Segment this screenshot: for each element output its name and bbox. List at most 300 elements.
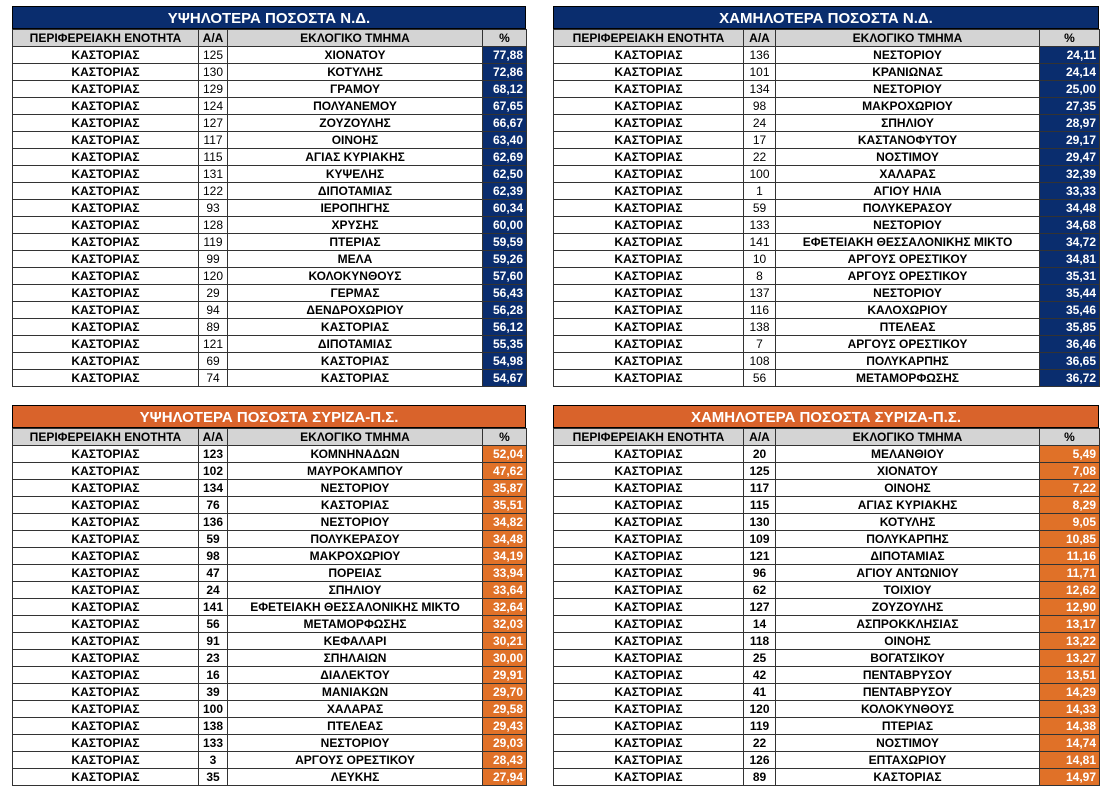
- cell-region: ΚΑΣΤΟΡΙΑΣ: [554, 370, 744, 387]
- cell-aa: 136: [199, 514, 228, 531]
- cell-dept: ΚΟΤΥΛΗΣ: [228, 64, 483, 81]
- table-row: [554, 200, 1100, 217]
- cell-dept: ΑΓΙΟΥ ΗΛΙΑ: [776, 183, 1040, 200]
- cell-pct: 72,86: [483, 64, 527, 81]
- cell-pct: 36,72: [1040, 370, 1100, 387]
- cell-dept: ΑΓΙΑΣ ΚΥΡΙΑΚΗΣ: [776, 497, 1040, 514]
- cell-region: ΚΑΣΤΟΡΙΑΣ: [554, 514, 744, 531]
- cell-region: ΚΑΣΤΟΡΙΑΣ: [554, 115, 744, 132]
- cell-pct: 35,46: [1040, 302, 1100, 319]
- table-row: [13, 718, 527, 735]
- cell-dept: ΖΟΥΖΟΥΛΗΣ: [228, 115, 483, 132]
- table-row: [554, 98, 1100, 115]
- cell-dept: ΧΑΛΑΡΑΣ: [228, 701, 483, 718]
- cell-pct: 55,35: [483, 336, 527, 353]
- cell-aa: 122: [199, 183, 228, 200]
- table-row: [13, 285, 527, 302]
- cell-region: ΚΑΣΤΟΡΙΑΣ: [13, 752, 199, 769]
- cell-dept: ΝΕΣΤΟΡΙΟΥ: [776, 217, 1040, 234]
- table-row: [554, 667, 1100, 684]
- header-dept: ΕΚΛΟΓΙΚΟ ΤΜΗΜΑ: [776, 429, 1040, 446]
- cell-dept: ΕΦΕΤΕΙΑΚΗ ΘΕΣΣΑΛΟΝΙΚΗΣ ΜΙΚΤΟ: [776, 234, 1040, 251]
- table-row: [13, 752, 527, 769]
- header-row: [554, 429, 1100, 446]
- cell-region: ΚΑΣΤΟΡΙΑΣ: [554, 446, 744, 463]
- cell-region: ΚΑΣΤΟΡΙΑΣ: [554, 582, 744, 599]
- cell-dept: ΜΑΚΡΟΧΩΡΙΟΥ: [228, 548, 483, 565]
- cell-pct: 13,51: [1040, 667, 1100, 684]
- cell-dept: ΠΤΕΡΙΑΣ: [228, 234, 483, 251]
- cell-aa: 118: [744, 633, 776, 650]
- table-row: [13, 353, 527, 370]
- table-row: [554, 302, 1100, 319]
- cell-dept: ΝΕΣΤΟΡΙΟΥ: [228, 514, 483, 531]
- cell-aa: 124: [199, 98, 228, 115]
- cell-region: ΚΑΣΤΟΡΙΑΣ: [554, 149, 744, 166]
- table-row: [13, 234, 527, 251]
- table-row: [554, 132, 1100, 149]
- cell-dept: ΙΕΡΟΠΗΓΗΣ: [228, 200, 483, 217]
- table-row: [13, 268, 527, 285]
- cell-region: ΚΑΣΤΟΡΙΑΣ: [554, 463, 744, 480]
- cell-aa: 125: [199, 47, 228, 64]
- cell-aa: 24: [744, 115, 776, 132]
- cell-aa: 138: [199, 718, 228, 735]
- cell-pct: 30,21: [483, 633, 527, 650]
- cell-aa: 16: [199, 667, 228, 684]
- table-row: [554, 633, 1100, 650]
- cell-pct: 54,67: [483, 370, 527, 387]
- cell-aa: 41: [744, 684, 776, 701]
- cell-pct: 34,48: [1040, 200, 1100, 217]
- cell-aa: 56: [744, 370, 776, 387]
- cell-region: ΚΑΣΤΟΡΙΑΣ: [554, 132, 744, 149]
- cell-region: ΚΑΣΤΟΡΙΑΣ: [13, 268, 199, 285]
- table-row: [13, 132, 527, 149]
- cell-pct: 10,85: [1040, 531, 1100, 548]
- header-region: ΠΕΡΙΦΕΡΕΙΑΚΗ ΕΝΟΤΗΤΑ: [13, 429, 199, 446]
- cell-pct: 34,72: [1040, 234, 1100, 251]
- cell-pct: 29,47: [1040, 149, 1100, 166]
- cell-region: ΚΑΣΤΟΡΙΑΣ: [554, 319, 744, 336]
- header-dept: ΕΚΛΟΓΙΚΟ ΤΜΗΜΑ: [228, 30, 483, 47]
- header-aa: Α/Α: [199, 30, 228, 47]
- cell-pct: 57,60: [483, 268, 527, 285]
- cell-pct: 25,00: [1040, 81, 1100, 98]
- table-row: [554, 548, 1100, 565]
- cell-aa: 56: [199, 616, 228, 633]
- cell-region: ΚΑΣΤΟΡΙΑΣ: [554, 268, 744, 285]
- cell-aa: 129: [199, 81, 228, 98]
- cell-pct: 13,27: [1040, 650, 1100, 667]
- cell-dept: ΠΟΛΥΚΑΡΠΗΣ: [776, 353, 1040, 370]
- cell-dept: ΚΡΑΝΙΩΝΑΣ: [776, 64, 1040, 81]
- cell-aa: 22: [744, 149, 776, 166]
- cell-region: ΚΑΣΤΟΡΙΑΣ: [13, 531, 199, 548]
- cell-aa: 39: [199, 684, 228, 701]
- cell-region: ΚΑΣΤΟΡΙΑΣ: [13, 514, 199, 531]
- cell-aa: 117: [199, 132, 228, 149]
- header-pct: %: [483, 30, 527, 47]
- cell-pct: 34,19: [483, 548, 527, 565]
- table-row: [13, 98, 527, 115]
- cell-region: ΚΑΣΤΟΡΙΑΣ: [554, 200, 744, 217]
- table-row: [554, 319, 1100, 336]
- cell-pct: 63,40: [483, 132, 527, 149]
- cell-region: ΚΑΣΤΟΡΙΑΣ: [554, 217, 744, 234]
- cell-region: ΚΑΣΤΟΡΙΑΣ: [13, 633, 199, 650]
- cell-aa: 1: [744, 183, 776, 200]
- header-pct: %: [1040, 30, 1100, 47]
- cell-region: ΚΑΣΤΟΡΙΑΣ: [554, 81, 744, 98]
- cell-aa: 62: [744, 582, 776, 599]
- header-row: [13, 429, 527, 446]
- cell-dept: ΜΕΤΑΜΟΡΦΩΣΗΣ: [228, 616, 483, 633]
- cell-dept: ΜΕΛΑΝΘΙΟΥ: [776, 446, 1040, 463]
- cell-pct: 66,67: [483, 115, 527, 132]
- cell-aa: 22: [744, 735, 776, 752]
- table-row: [13, 81, 527, 98]
- cell-region: ΚΑΣΤΟΡΙΑΣ: [554, 565, 744, 582]
- header-region: ΠΕΡΙΦΕΡΕΙΑΚΗ ΕΝΟΤΗΤΑ: [554, 30, 744, 47]
- cell-region: ΚΑΣΤΟΡΙΑΣ: [13, 463, 199, 480]
- cell-dept: ΠΟΛΥΚΕΡΑΣΟΥ: [228, 531, 483, 548]
- cell-region: ΚΑΣΤΟΡΙΑΣ: [13, 285, 199, 302]
- cell-region: ΚΑΣΤΟΡΙΑΣ: [554, 735, 744, 752]
- cell-region: ΚΑΣΤΟΡΙΑΣ: [13, 565, 199, 582]
- results-table: [553, 428, 1100, 786]
- cell-region: ΚΑΣΤΟΡΙΑΣ: [13, 667, 199, 684]
- cell-region: ΚΑΣΤΟΡΙΑΣ: [554, 599, 744, 616]
- cell-pct: 54,98: [483, 353, 527, 370]
- cell-region: ΚΑΣΤΟΡΙΑΣ: [554, 769, 744, 786]
- cell-aa: 130: [744, 514, 776, 531]
- cell-pct: 34,48: [483, 531, 527, 548]
- cell-dept: ΚΑΣΤΟΡΙΑΣ: [776, 769, 1040, 786]
- cell-region: ΚΑΣΤΟΡΙΑΣ: [13, 336, 199, 353]
- cell-pct: 36,65: [1040, 353, 1100, 370]
- cell-dept: ΠΤΕΡΙΑΣ: [776, 718, 1040, 735]
- table-row: [554, 735, 1100, 752]
- results-table: [12, 428, 527, 786]
- cell-aa: 121: [199, 336, 228, 353]
- cell-aa: 23: [199, 650, 228, 667]
- cell-region: ΚΑΣΤΟΡΙΑΣ: [13, 701, 199, 718]
- cell-pct: 29,03: [483, 735, 527, 752]
- cell-region: ΚΑΣΤΟΡΙΑΣ: [554, 497, 744, 514]
- cell-region: ΚΑΣΤΟΡΙΑΣ: [554, 684, 744, 701]
- table-row: [13, 735, 527, 752]
- cell-aa: 127: [199, 115, 228, 132]
- cell-dept: ΚΑΣΤΟΡΙΑΣ: [228, 319, 483, 336]
- cell-pct: 24,11: [1040, 47, 1100, 64]
- cell-region: ΚΑΣΤΟΡΙΑΣ: [13, 480, 199, 497]
- cell-dept: ΚΟΤΥΛΗΣ: [776, 514, 1040, 531]
- cell-dept: ΝΕΣΤΟΡΙΟΥ: [228, 735, 483, 752]
- cell-dept: ΜΕΤΑΜΟΡΦΩΣΗΣ: [776, 370, 1040, 387]
- cell-pct: 35,44: [1040, 285, 1100, 302]
- table-row: [13, 497, 527, 514]
- cell-region: ΚΑΣΤΟΡΙΑΣ: [554, 183, 744, 200]
- table-row: [554, 650, 1100, 667]
- table-row: [554, 217, 1100, 234]
- table-row: [13, 370, 527, 387]
- cell-dept: ΖΟΥΖΟΥΛΗΣ: [776, 599, 1040, 616]
- table-row: [554, 47, 1100, 64]
- table-title: ΥΨΗΛΟΤΕΡΑ ΠΟΣΟΣΤΑ ΣΥΡΙΖΑ-Π.Σ.: [12, 405, 526, 428]
- cell-region: ΚΑΣΤΟΡΙΑΣ: [13, 302, 199, 319]
- cell-pct: 52,04: [483, 446, 527, 463]
- cell-region: ΚΑΣΤΟΡΙΑΣ: [554, 616, 744, 633]
- cell-dept: ΠΟΛΥΑΝΕΜΟΥ: [228, 98, 483, 115]
- cell-aa: 3: [199, 752, 228, 769]
- header-aa: Α/Α: [744, 429, 776, 446]
- cell-dept: ΚΑΣΤΑΝΟΦΥΤΟΥ: [776, 132, 1040, 149]
- table-title: ΧΑΜΗΛΟΤΕΡΑ ΠΟΣΟΣΤΑ ΣΥΡΙΖΑ-Π.Σ.: [553, 405, 1099, 428]
- cell-region: ΚΑΣΤΟΡΙΑΣ: [13, 616, 199, 633]
- table-title: ΥΨΗΛΟΤΕΡΑ ΠΟΣΟΣΤΑ Ν.Δ.: [12, 6, 526, 29]
- cell-aa: 125: [744, 463, 776, 480]
- cell-pct: 28,97: [1040, 115, 1100, 132]
- cell-pct: 60,34: [483, 200, 527, 217]
- cell-aa: 117: [744, 480, 776, 497]
- cell-region: ΚΑΣΤΟΡΙΑΣ: [554, 633, 744, 650]
- header-aa: Α/Α: [199, 429, 228, 446]
- cell-dept: ΠΕΝΤΑΒΡΥΣΟΥ: [776, 667, 1040, 684]
- cell-aa: 141: [744, 234, 776, 251]
- cell-dept: ΚΕΦΑΛΑΡΙ: [228, 633, 483, 650]
- cell-pct: 56,28: [483, 302, 527, 319]
- cell-pct: 59,26: [483, 251, 527, 268]
- table-row: [554, 64, 1100, 81]
- cell-aa: 115: [744, 497, 776, 514]
- table-row: [554, 769, 1100, 786]
- cell-dept: ΔΕΝΔΡΟΧΩΡΙΟΥ: [228, 302, 483, 319]
- table-row: [554, 183, 1100, 200]
- table-row: [554, 268, 1100, 285]
- table-row: [554, 353, 1100, 370]
- cell-region: ΚΑΣΤΟΡΙΑΣ: [554, 718, 744, 735]
- cell-aa: 47: [199, 565, 228, 582]
- table-row: [13, 319, 527, 336]
- cell-dept: ΔΙΑΛΕΚΤΟΥ: [228, 667, 483, 684]
- cell-pct: 14,29: [1040, 684, 1100, 701]
- table-row: [554, 684, 1100, 701]
- cell-dept: ΑΓΙΑΣ ΚΥΡΙΑΚΗΣ: [228, 149, 483, 166]
- cell-region: ΚΑΣΤΟΡΙΑΣ: [554, 480, 744, 497]
- cell-region: ΚΑΣΤΟΡΙΑΣ: [554, 353, 744, 370]
- table-row: [13, 565, 527, 582]
- cell-aa: 128: [199, 217, 228, 234]
- table-row: [13, 251, 527, 268]
- header-dept: ΕΚΛΟΓΙΚΟ ΤΜΗΜΑ: [776, 30, 1040, 47]
- table-row: [13, 769, 527, 786]
- cell-pct: 14,97: [1040, 769, 1100, 786]
- cell-region: ΚΑΣΤΟΡΙΑΣ: [554, 234, 744, 251]
- cell-dept: ΠΟΛΥΚΕΡΑΣΟΥ: [776, 200, 1040, 217]
- cell-aa: 7: [744, 336, 776, 353]
- cell-region: ΚΑΣΤΟΡΙΑΣ: [13, 115, 199, 132]
- cell-region: ΚΑΣΤΟΡΙΑΣ: [13, 166, 199, 183]
- cell-dept: ΤΟΙΧΙΟΥ: [776, 582, 1040, 599]
- cell-dept: ΠΕΝΤΑΒΡΥΣΟΥ: [776, 684, 1040, 701]
- cell-pct: 35,31: [1040, 268, 1100, 285]
- table-row: [13, 667, 527, 684]
- cell-aa: 127: [744, 599, 776, 616]
- cell-aa: 121: [744, 548, 776, 565]
- cell-aa: 69: [199, 353, 228, 370]
- cell-aa: 100: [199, 701, 228, 718]
- cell-pct: 35,87: [483, 480, 527, 497]
- table-panel-nd-lowest: [553, 6, 1099, 387]
- table-row: [554, 115, 1100, 132]
- cell-region: ΚΑΣΤΟΡΙΑΣ: [13, 735, 199, 752]
- cell-dept: ΜΑΚΡΟΧΩΡΙΟΥ: [776, 98, 1040, 115]
- header-dept: ΕΚΛΟΓΙΚΟ ΤΜΗΜΑ: [228, 429, 483, 446]
- cell-pct: 8,29: [1040, 497, 1100, 514]
- cell-dept: ΕΠΤΑΧΩΡΙΟΥ: [776, 752, 1040, 769]
- cell-pct: 29,17: [1040, 132, 1100, 149]
- cell-dept: ΝΟΣΤΙΜΟΥ: [776, 735, 1040, 752]
- cell-region: ΚΑΣΤΟΡΙΑΣ: [13, 234, 199, 251]
- cell-dept: ΔΙΠΟΤΑΜΙΑΣ: [228, 336, 483, 353]
- table-row: [13, 302, 527, 319]
- cell-pct: 7,08: [1040, 463, 1100, 480]
- cell-pct: 67,65: [483, 98, 527, 115]
- cell-pct: 62,50: [483, 166, 527, 183]
- cell-aa: 10: [744, 251, 776, 268]
- cell-region: ΚΑΣΤΟΡΙΑΣ: [13, 650, 199, 667]
- cell-dept: ΝΕΣΤΟΡΙΟΥ: [776, 47, 1040, 64]
- cell-region: ΚΑΣΤΟΡΙΑΣ: [13, 599, 199, 616]
- table-panel-syriza-highest: [12, 405, 526, 786]
- cell-pct: 68,12: [483, 81, 527, 98]
- table-row: [554, 514, 1100, 531]
- cell-aa: 89: [199, 319, 228, 336]
- cell-dept: ΑΓΙΟΥ ΑΝΤΩΝΙΟΥ: [776, 565, 1040, 582]
- cell-pct: 13,22: [1040, 633, 1100, 650]
- cell-aa: 133: [744, 217, 776, 234]
- table-row: [13, 633, 527, 650]
- table-row: [13, 217, 527, 234]
- cell-pct: 9,05: [1040, 514, 1100, 531]
- cell-pct: 33,94: [483, 565, 527, 582]
- cell-pct: 11,71: [1040, 565, 1100, 582]
- cell-dept: ΜΕΛΑ: [228, 251, 483, 268]
- table-row: [13, 64, 527, 81]
- cell-aa: 131: [199, 166, 228, 183]
- header-aa: Α/Α: [744, 30, 776, 47]
- results-table: [12, 29, 527, 387]
- cell-pct: 56,43: [483, 285, 527, 302]
- table-row: [554, 531, 1100, 548]
- cell-region: ΚΑΣΤΟΡΙΑΣ: [13, 149, 199, 166]
- cell-region: ΚΑΣΤΟΡΙΑΣ: [554, 251, 744, 268]
- table-row: [554, 497, 1100, 514]
- cell-dept: ΕΦΕΤΕΙΑΚΗ ΘΕΣΣΑΛΟΝΙΚΗΣ ΜΙΚΤΟ: [228, 599, 483, 616]
- header-region: ΠΕΡΙΦΕΡΕΙΑΚΗ ΕΝΟΤΗΤΑ: [554, 429, 744, 446]
- table-row: [554, 149, 1100, 166]
- cell-dept: ΑΡΓΟΥΣ ΟΡΕΣΤΙΚΟΥ: [228, 752, 483, 769]
- table-row: [554, 336, 1100, 353]
- cell-dept: ΚΟΛΟΚΥΝΘΟΥΣ: [228, 268, 483, 285]
- cell-pct: 36,46: [1040, 336, 1100, 353]
- cell-pct: 11,16: [1040, 548, 1100, 565]
- cell-dept: ΠΤΕΛΕΑΣ: [228, 718, 483, 735]
- cell-pct: 14,38: [1040, 718, 1100, 735]
- cell-aa: 42: [744, 667, 776, 684]
- cell-pct: 59,59: [483, 234, 527, 251]
- cell-pct: 62,39: [483, 183, 527, 200]
- cell-dept: ΣΠΗΛΙΟΥ: [228, 582, 483, 599]
- cell-aa: 119: [199, 234, 228, 251]
- cell-aa: 93: [199, 200, 228, 217]
- cell-aa: 134: [744, 81, 776, 98]
- cell-region: ΚΑΣΤΟΡΙΑΣ: [13, 718, 199, 735]
- cell-aa: 109: [744, 531, 776, 548]
- table-row: [554, 480, 1100, 497]
- cell-aa: 101: [744, 64, 776, 81]
- cell-dept: ΓΡΑΜΟΥ: [228, 81, 483, 98]
- cell-region: ΚΑΣΤΟΡΙΑΣ: [13, 183, 199, 200]
- cell-region: ΚΑΣΤΟΡΙΑΣ: [13, 353, 199, 370]
- table-row: [13, 684, 527, 701]
- cell-dept: ΚΑΣΤΟΡΙΑΣ: [228, 497, 483, 514]
- cell-region: ΚΑΣΤΟΡΙΑΣ: [554, 548, 744, 565]
- cell-dept: ΚΑΣΤΟΡΙΑΣ: [228, 370, 483, 387]
- cell-aa: 137: [744, 285, 776, 302]
- cell-dept: ΚΟΜΝΗΝΑΔΩΝ: [228, 446, 483, 463]
- cell-region: ΚΑΣΤΟΡΙΑΣ: [13, 132, 199, 149]
- cell-dept: ΧΙΟΝΑΤΟΥ: [228, 47, 483, 64]
- cell-pct: 32,03: [483, 616, 527, 633]
- cell-dept: ΝΕΣΤΟΡΙΟΥ: [776, 81, 1040, 98]
- cell-region: ΚΑΣΤΟΡΙΑΣ: [13, 64, 199, 81]
- table-title: ΧΑΜΗΛΟΤΕΡΑ ΠΟΣΟΣΤΑ Ν.Δ.: [553, 6, 1099, 29]
- cell-pct: 12,62: [1040, 582, 1100, 599]
- cell-dept: ΠΟΡΕΙΑΣ: [228, 565, 483, 582]
- table-row: [13, 701, 527, 718]
- cell-aa: 119: [744, 718, 776, 735]
- cell-aa: 17: [744, 132, 776, 149]
- cell-region: ΚΑΣΤΟΡΙΑΣ: [13, 446, 199, 463]
- table-row: [554, 752, 1100, 769]
- cell-dept: ΓΕΡΜΑΣ: [228, 285, 483, 302]
- cell-pct: 47,62: [483, 463, 527, 480]
- cell-region: ΚΑΣΤΟΡΙΑΣ: [554, 285, 744, 302]
- cell-region: ΚΑΣΤΟΡΙΑΣ: [554, 302, 744, 319]
- cell-aa: 126: [744, 752, 776, 769]
- table-row: [554, 166, 1100, 183]
- cell-aa: 20: [744, 446, 776, 463]
- cell-pct: 33,64: [483, 582, 527, 599]
- cell-pct: 56,12: [483, 319, 527, 336]
- table-row: [13, 115, 527, 132]
- cell-aa: 59: [199, 531, 228, 548]
- table-row: [13, 446, 527, 463]
- cell-aa: 120: [744, 701, 776, 718]
- table-row: [554, 285, 1100, 302]
- cell-region: ΚΑΣΤΟΡΙΑΣ: [13, 684, 199, 701]
- table-row: [13, 514, 527, 531]
- cell-dept: ΔΙΠΟΤΑΜΙΑΣ: [228, 183, 483, 200]
- cell-dept: ΧΡΥΣΗΣ: [228, 217, 483, 234]
- cell-region: ΚΑΣΤΟΡΙΑΣ: [13, 582, 199, 599]
- cell-pct: 29,43: [483, 718, 527, 735]
- cell-dept: ΣΠΗΛΑΙΩΝ: [228, 650, 483, 667]
- cell-pct: 35,51: [483, 497, 527, 514]
- cell-dept: ΚΑΛΟΧΩΡΙΟΥ: [776, 302, 1040, 319]
